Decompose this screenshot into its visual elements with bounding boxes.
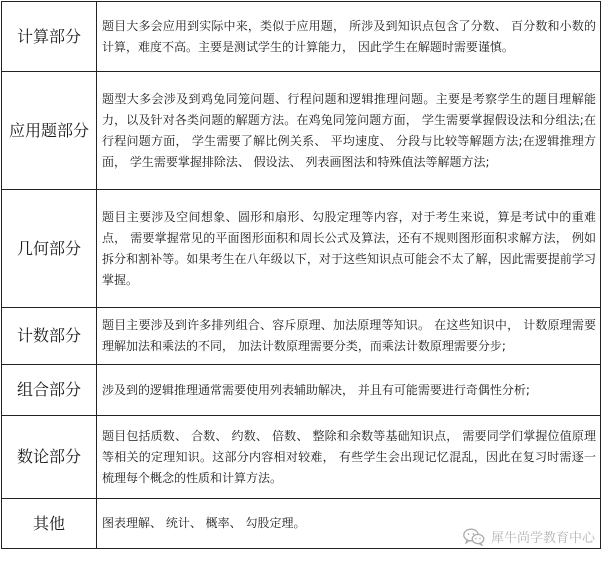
table-row [2,190,601,308]
table-row [2,2,601,72]
knowledge-table [1,1,601,549]
description-cell: 题型大多会涉及到鸡兔同笼问题、行程问题和逻辑推理问题。主要是考察学生的题目理解能力，以及针对各类问题的解题方法。在鸡兔同笼问题方面， 学生需要掌握假设法和分组法;在行程问题方面， 学生需要了解比例关系、 平均速度、 分段与比较等解题方法;在逻辑推理方面， 学生需要掌握排除法、 假设法、 列表画图法和特殊值法等解题方法; [97,72,601,190]
category-cell: 应用题部分 [2,72,97,190]
watermark-text: 犀牛尚学教育中心 [490,531,595,546]
description-cell: 涉及到的逻辑推理通常需要使用列表辅助解决， 并且有可能需要进行奇偶性分析; [97,365,601,416]
category-cell: 几何部分 [2,190,97,308]
description-cell: 题目主要涉及到许多排列组合、容斥原理、加法原理等知识。 在这些知识中， 计数原理需要理解加法和乘法的不同， 加法计数原理需要分类，而乘法计数原理需要分步; [97,308,601,365]
description-cell: 题目包括质数、 合数、 约数、 倍数、 整除和余数等基础知识点， 需要同学们掌握位值原理等相关的定理知识。这部分内容相对较难， 有些学生会出现记忆混乱，因此在复习时需逐一梳理每个概念的性质和计算方法。 [97,416,601,499]
table-row [2,72,601,190]
table-row [2,365,601,416]
description-cell: 题目主要涉及空间想象、圆形和扇形、勾股定理等内容，对于考生来说，算是考试中的重难点， 需要掌握常见的平面图形面积和周长公式及算法，还有不规则图形面积求解方法， 例如拆分和割补等。如果考生在八年级以下，对于这些知识点可能会不太了解，因此需要提前学习掌握。 [97,190,601,308]
table-row [2,416,601,499]
category-cell: 其他 [2,499,97,549]
description-cell: 图表理解、 统计、 概率、 勾股定理。 [97,499,601,549]
category-cell: 数论部分 [2,416,97,499]
watermark [463,527,595,546]
table-row [2,308,601,365]
wechat-icon [463,528,485,546]
description-cell: 题目大多会应用到实际中来，类似于应用题， 所涉及到知识点包含了分数、 百分数和小数的计算，难度不高。主要是测试学生的计算能力， 因此学生在解题时需要谨慎。 [97,2,601,72]
category-cell: 计算部分 [2,2,97,72]
category-cell: 计数部分 [2,308,97,365]
category-cell: 组合部分 [2,365,97,416]
